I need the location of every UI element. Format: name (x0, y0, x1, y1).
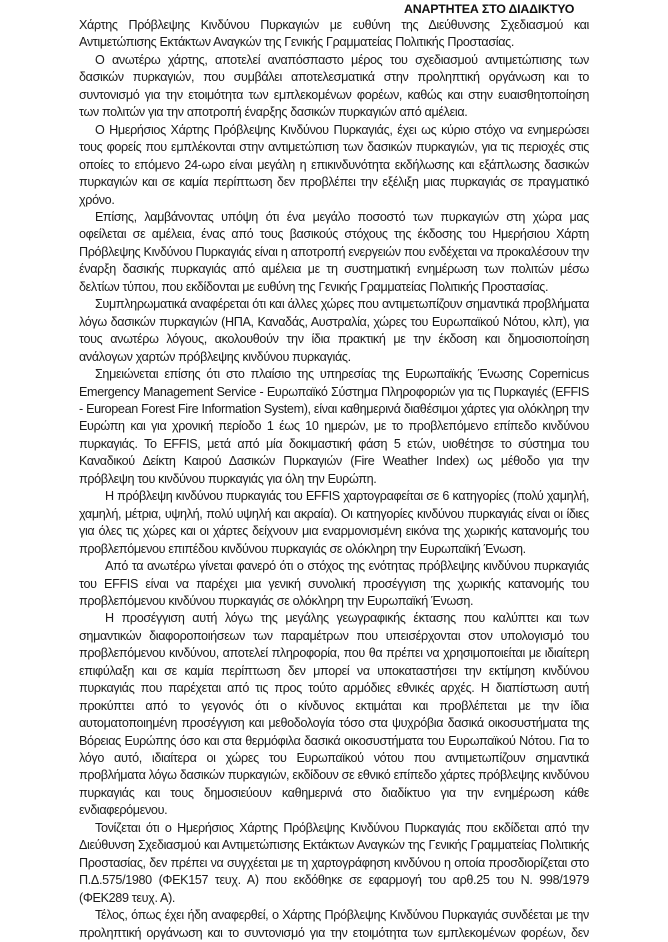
paragraph-effis-copernicus: Σημειώνεται επίσης ότι στο πλαίσιο της υπηρεσίας της Ευρωπαϊκής Ένωσης Copernicus Emergency Management Service - Ευρωπαϊκό Σύστημα Πληροφοριών για τις Πυρκαγιές (EFFIS - European Forest Fire Information System), είναι καθημερινά διαθέσιμοι χάρτες για ολόκληρη την Ευρώπη και για χρονική περίοδο 1 έως 10 ημερών, με το προβλεπόμενο επίπεδο κινδύνου πυρκαγιάς. Το EFFIS, μετά από μία δοκιμαστική φάση 5 ετών, υιοθέτησε το σύστημα του Καναδικού Δείκτη Καιρού Δασικών Πυρκαγιών (Fire Weather Index) ως μέθοδο για την πρόβλεψη του κινδύνου πυρκαγιάς για όλη την Ευρώπη. (79, 367, 589, 486)
paragraph-negligence: Επίσης, λαμβάνοντας υπόψη ότι ένα μεγάλο ποσοστό των πυρκαγιών στη χώρα μας οφείλεται σε αμέλεια, ένας από τους βασικούς στόχους της έκδοσης του Ημερήσιου Χάρτη Πρόβλεψης Κινδύνου Πυρκαγιάς είναι η αποτροπή ενεργειών που ενδέχεται να προκαλέσουν την έναρξη δασικής πυρκαγιάς από αμέλεια με τη συστηματική ενημέρωση των πολιτών μέσω δελτίων τύπου, που εκδίδονται με ευθύνη της Γενικής Γραμματείας Πολιτικής Προστασίας. (79, 209, 589, 294)
paragraph-map-purpose: Ο ανωτέρω χάρτης, αποτελεί αναπόσπαστο μέρος του σχεδιασμού αντιμετώπισης των δασικών πυρκαγιών, που συμβάλει αποτελεσματικά στην προληπτική οργάνωση και το συντονισμό για την ετοιμότητα των εμπλεκομένων φορέων, καθώς και στην ευαισθητοποίηση των πολιτών για την αποτροπή έναρξης δασικών πυρκαγιών από αμέλεια. (79, 52, 589, 120)
paragraph-effis-categories: Η πρόβλεψη κινδύνου πυρκαγιάς του EFFIS χαρτογραφείται σε 6 κατηγορίες (πολύ χαμηλή, χαμηλή, μέτρια, υψηλή, πολύ υψηλή και ακραία). Οι κατηγορίες κινδύνου πυρκαγιάς είναι οι ίδιες για όλες τις χώρες και οι χάρτες δείχνουν μια εναρμονισμένη εικόνα της χωρικής κατανομής του προβλεπόμενου επιπέδου κινδύνου πυρκαγιάς σε ολόκληρη την Ευρωπαϊκή Ένωση. (79, 489, 589, 556)
paragraph-daily-map-goal: Ο Ημερήσιος Χάρτης Πρόβλεψης Κινδύνου Πυρκαγιάς, έχει ως κύριο στόχο να ενημερώσει τους φορείς που εμπλέκονται στην αντιμετώπιση των δασικών πυρκαγιών, για τις περιοχές στις οποίες το επόμενο 24-ωρο είναι μεγάλη η επικινδυνότητα εκδήλωσης και εξάπλωσης δασικών πυρκαγιών και σε καμία περίπτωση δεν προβλέπει την εξέλιξη μιας πυρκαγιάς σε πραγματικό χρόνο. (79, 122, 589, 207)
paragraph-other-countries: Συμπληρωματικά αναφέρεται ότι και άλλες χώρες που αντιμετωπίζουν σημαντικά προβλήματα λόγω δασικών πυρκαγιών (ΗΠΑ, Καναδάς, Αυστραλία, χώρες του Ευρωπαϊκού Νότου, κλπ), για τους ανωτέρω λόγους, ακολουθούν την ίδια πρακτική με την έκδοση και δημοσιοποίηση ανάλογων χαρτών πρόβλεψης κινδύνου πυρκαγιάς. (79, 297, 589, 364)
paragraph-effis-goal: Από τα ανωτέρω γίνεται φανερό ότι ο στόχος της ενότητας πρόβλεψης κινδύνου πυρκαγιάς του EFFIS είναι να παρέχει μια γενική συνολική προσέγγιση της χωρικής κατανομής του προβλεπόμενου κινδύνου πυρκαγιάς σε ολόκληρη την Ευρωπαϊκή Ένωση. (79, 559, 589, 608)
paragraph-approach-caution: Η προσέγγιση αυτή λόγω της μεγάλης γεωγραφικής έκτασης που καλύπτει και των σημαντικών διαφοροποιήσεων των παραμέτρων που υπεισέρχονται στον υπολογισμό του προβλεπόμενου κινδύνου, αποτελεί πληροφορία, που θα πρέπει να χρησιμοποιείται με ιδιαίτερη επιφύλαξη και σε καμία περίπτωση δεν μπορεί να υποκαταστήσει την εκτίμηση κινδύνου πυρκαγιάς που παρέχεται από τις προς τούτο αρμόδιες εθνικές αρχές. Η διαπίστωση αυτή προκύπτει από το γεγονός ότι ο κίνδυνος εκτιμάται και προβλέπεται με την ίδια αυτοματοποιημένη προσέγγιση και μεθοδολογία τόσο στα ψυχρόβια δασικά οικοσυστήματα της Βόρειας Ευρώπης όσο και στα θερμόφιλα δασικά οικοσυστήματα του Ευρωπαϊκού Νότου. Για το λόγο αυτό, ιδιαίτερα οι χώρες του Ευρωπαϊκού νότου που αντιμετωπίζουν σημαντικά προβλήματα λόγω δασικών πυρκαγιών, εκδίδουν σε εθνικό επίπεδο χάρτες πρόβλεψης κινδύνου πυρκαγιάς και τους δημοσιεύουν καθημερινά στο διαδίκτυο για την ενημέρωση κάθε ενδιαφερόμενου. (79, 611, 589, 818)
document-body (79, 17, 589, 942)
page-header-title: ΑΝΑΡΤΗΤΕΑ ΣΤΟ ΔΙΑΔΙΚΤΥΟ (404, 2, 575, 16)
paragraph-legal-distinction: Τονίζεται ότι ο Ημερήσιος Χάρτης Πρόβλεψης Κινδύνου Πυρκαγιάς που εκδίδεται από την Διεύθυνση Σχεδιασμού και Αντιμετώπισης Εκτάκτων Αναγκών της Γενικής Γραμματείας Πολιτικής Προστασίας, δεν πρέπει να συγχέεται με τη χαρτογράφηση κινδύνου η οποία προσδιορίζεται στο Π.Δ.575/1980 (ΦΕΚ157 τευχ. Α) που εκδόθηκε σε εφαρμογή του αρθ.25 του Ν. 998/1979 (ΦΕΚ289 τευχ. Α). (79, 820, 589, 905)
paragraph-intro-continuation: Χάρτης Πρόβλεψης Κινδύνου Πυρκαγιών με ευθύνη της Διεύθυνσης Σχεδιασμού και Αντιμετώπισης Εκτάκτων Αναγκών της Γενικής Γραμματείας Πολιτικής Προστασίας. (79, 18, 589, 50)
paragraph-conclusion: Τέλος, όπως έχει ήδη αναφερθεί, ο Χάρτης Πρόβλεψης Κινδύνου Πυρκαγιάς συνδέεται με την προληπτική οργάνωση και το συντονισμό για την ετοιμότητα των εμπλεκομένων φορέων, δεν (79, 908, 589, 940)
